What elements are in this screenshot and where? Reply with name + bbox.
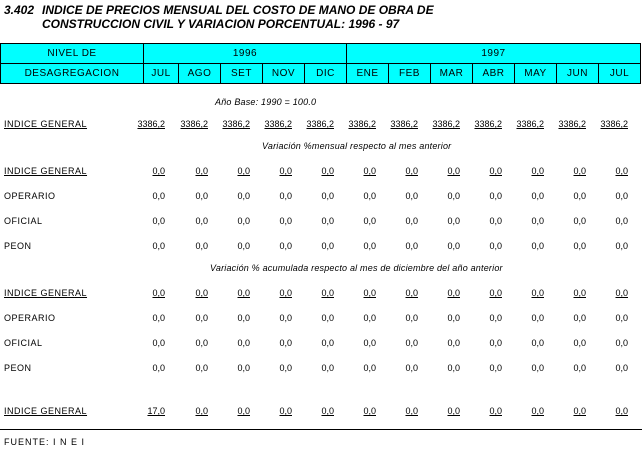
table-row (0, 191, 642, 205)
row-value: 0,0 (573, 288, 586, 298)
table-row (0, 406, 642, 420)
row-value: 0,0 (321, 241, 334, 251)
row-value: 0,0 (321, 313, 334, 323)
row-value: 0,0 (615, 191, 628, 201)
row-value: 0,0 (321, 406, 334, 416)
row-value: 0,0 (363, 166, 376, 176)
row-value: 0,0 (531, 406, 544, 416)
row-value: 0,0 (237, 313, 250, 323)
row-value: 0,0 (363, 216, 376, 226)
row-value: 0,0 (237, 191, 250, 201)
row-value: 0,0 (447, 166, 460, 176)
header-month-9: MAY (514, 63, 557, 84)
row-value: 0,0 (363, 241, 376, 251)
row-value: 0,0 (237, 338, 250, 348)
row-value: 0,0 (152, 363, 165, 373)
row-value: 0,0 (405, 191, 418, 201)
header-month-4: DIC (304, 63, 347, 84)
row-label: INDICE GENERAL (4, 288, 88, 298)
row-label: OFICIAL (4, 338, 43, 348)
header-month-2: SET (220, 63, 263, 84)
row-value: 0,0 (531, 288, 544, 298)
row-value: 0,0 (447, 241, 460, 251)
row-value: 0,0 (195, 166, 208, 176)
header-month-10: JUN (556, 63, 599, 84)
row-value: 0,0 (363, 313, 376, 323)
row-value: 3386,2 (600, 119, 628, 129)
row-value: 0,0 (489, 191, 502, 201)
row-value: 0,0 (489, 288, 502, 298)
row-value: 3386,2 (264, 119, 292, 129)
header-month-0: JUL (143, 63, 179, 84)
row-value: 0,0 (615, 241, 628, 251)
header-month-7: MAR (430, 63, 473, 84)
header-month-11: JUL (598, 63, 641, 84)
row-value: 0,0 (531, 241, 544, 251)
row-value: 0,0 (405, 288, 418, 298)
row-value: 0,0 (152, 216, 165, 226)
table-row (0, 338, 642, 352)
row-value: 0,0 (152, 288, 165, 298)
row-value: 0,0 (152, 166, 165, 176)
table-row (0, 313, 642, 327)
row-value: 0,0 (237, 166, 250, 176)
header-desagregacion: DESAGREGACION (0, 63, 144, 84)
row-value: 0,0 (279, 313, 292, 323)
row-value: 0,0 (573, 313, 586, 323)
row-value: 0,0 (405, 338, 418, 348)
source-note: FUENTE: I N E I (4, 437, 86, 447)
row-label: INDICE GENERAL (4, 166, 88, 176)
row-label: OPERARIO (4, 313, 56, 323)
row-value: 0,0 (615, 288, 628, 298)
row-value: 0,0 (573, 363, 586, 373)
row-value: 3386,2 (348, 119, 376, 129)
row-value: 0,0 (615, 313, 628, 323)
row-value: 0,0 (195, 313, 208, 323)
row-value: 0,0 (531, 363, 544, 373)
row-value: 3386,2 (180, 119, 208, 129)
row-value: 0,0 (152, 241, 165, 251)
row-value: 0,0 (195, 241, 208, 251)
row-value: 0,0 (279, 216, 292, 226)
table-row (0, 216, 642, 230)
row-value: 0,0 (363, 338, 376, 348)
row-value: 0,0 (237, 216, 250, 226)
row-value: 0,0 (405, 166, 418, 176)
row-label: OFICIAL (4, 216, 43, 226)
note-variacion-acumulada: Variación % acumulada respecto al mes de diciembre del año anterior (210, 263, 503, 273)
row-value: 0,0 (279, 338, 292, 348)
row-value: 0,0 (152, 338, 165, 348)
row-value: 0,0 (405, 216, 418, 226)
row-value: 0,0 (447, 313, 460, 323)
row-value: 0,0 (615, 363, 628, 373)
table-row (0, 363, 642, 377)
row-value: 0,0 (489, 241, 502, 251)
row-value: 0,0 (447, 406, 460, 416)
row-value: 0,0 (531, 338, 544, 348)
row-value: 0,0 (573, 241, 586, 251)
header-year-1997: 1997 (346, 43, 641, 64)
row-value: 0,0 (363, 406, 376, 416)
table-title (4, 3, 434, 31)
row-value: 3386,2 (432, 119, 460, 129)
row-value: 0,0 (405, 313, 418, 323)
row-value: 0,0 (195, 363, 208, 373)
row-value: 0,0 (489, 313, 502, 323)
row-value: 0,0 (195, 191, 208, 201)
row-value: 0,0 (237, 363, 250, 373)
note-variacion-mensual: Variación %mensual respecto al mes anterior (262, 141, 452, 151)
row-value: 0,0 (195, 338, 208, 348)
row-value: 0,0 (405, 406, 418, 416)
base-note: Año Base: 1990 = 100.0 (215, 97, 317, 107)
row-value: 0,0 (152, 191, 165, 201)
row-value: 0,0 (489, 406, 502, 416)
row-value: 0,0 (531, 216, 544, 226)
table-row (0, 166, 642, 180)
row-value: 0,0 (615, 166, 628, 176)
row-value: 0,0 (363, 363, 376, 373)
header-month-8: ABR (472, 63, 515, 84)
row-value: 3386,2 (474, 119, 502, 129)
row-value: 0,0 (615, 406, 628, 416)
row-label: OPERARIO (4, 191, 56, 201)
row-value: 17,0 (147, 406, 165, 416)
row-value: 0,0 (152, 313, 165, 323)
row-label: PEON (4, 241, 32, 251)
row-value: 0,0 (447, 288, 460, 298)
title-line-2: CONSTRUCCION CIVIL Y VARIACION PORCENTUAL: 1996 - 97 (42, 17, 400, 31)
row-label: PEON (4, 363, 32, 373)
row-value: 0,0 (321, 288, 334, 298)
table-row (0, 241, 642, 255)
row-value: 0,0 (195, 288, 208, 298)
row-value: 0,0 (237, 241, 250, 251)
row-value: 0,0 (279, 406, 292, 416)
row-value: 0,0 (237, 406, 250, 416)
row-value: 0,0 (615, 338, 628, 348)
row-value: 0,0 (405, 363, 418, 373)
header-year-1996: 1996 (143, 43, 347, 64)
row-value: 0,0 (531, 313, 544, 323)
table-row (0, 288, 642, 302)
row-label: INDICE GENERAL (4, 406, 88, 416)
row-value: 0,0 (279, 166, 292, 176)
row-value: 0,0 (279, 191, 292, 201)
row-value: 0,0 (531, 166, 544, 176)
row-value: 0,0 (321, 338, 334, 348)
row-value: 0,0 (279, 363, 292, 373)
row-value: 0,0 (195, 216, 208, 226)
row-value: 0,0 (321, 216, 334, 226)
row-value: 0,0 (279, 288, 292, 298)
row-value: 3386,2 (516, 119, 544, 129)
header-nivel: NIVEL DE (0, 43, 144, 64)
row-value: 0,0 (615, 216, 628, 226)
row-value: 0,0 (447, 338, 460, 348)
row-value: 0,0 (447, 216, 460, 226)
row-value: 0,0 (489, 363, 502, 373)
header-month-3: NOV (262, 63, 305, 84)
row-value: 0,0 (573, 406, 586, 416)
row-value: 0,0 (489, 166, 502, 176)
row-value: 0,0 (531, 191, 544, 201)
row-value: 0,0 (363, 288, 376, 298)
title-line-1 (4, 3, 434, 17)
row-value: 3386,2 (137, 119, 165, 129)
row-value: 3386,2 (222, 119, 250, 129)
title-text-1: INDICE DE PRECIOS MENSUAL DEL COSTO DE MANO DE OBRA DE (42, 3, 434, 17)
header-month-1: AGO (178, 63, 221, 84)
row-value: 0,0 (237, 288, 250, 298)
row-value: 0,0 (573, 166, 586, 176)
table-row (0, 119, 642, 133)
table-header (0, 43, 642, 84)
row-value: 3386,2 (390, 119, 418, 129)
row-value: 0,0 (321, 363, 334, 373)
row-value: 0,0 (321, 166, 334, 176)
row-value: 0,0 (405, 241, 418, 251)
row-value: 0,0 (195, 406, 208, 416)
row-value: 0,0 (447, 363, 460, 373)
row-value: 0,0 (489, 338, 502, 348)
bottom-rule (0, 429, 642, 430)
header-month-5: ENE (346, 63, 389, 84)
row-value: 0,0 (573, 338, 586, 348)
row-value: 0,0 (573, 191, 586, 201)
row-value: 0,0 (321, 191, 334, 201)
row-value: 0,0 (363, 191, 376, 201)
row-value: 0,0 (573, 216, 586, 226)
header-month-6: FEB (388, 63, 431, 84)
row-value: 0,0 (489, 216, 502, 226)
row-value: 3386,2 (306, 119, 334, 129)
table-number: 3.402 (4, 3, 35, 17)
row-label: INDICE GENERAL (4, 119, 88, 129)
row-value: 0,0 (279, 241, 292, 251)
row-value: 3386,2 (558, 119, 586, 129)
row-value: 0,0 (447, 191, 460, 201)
